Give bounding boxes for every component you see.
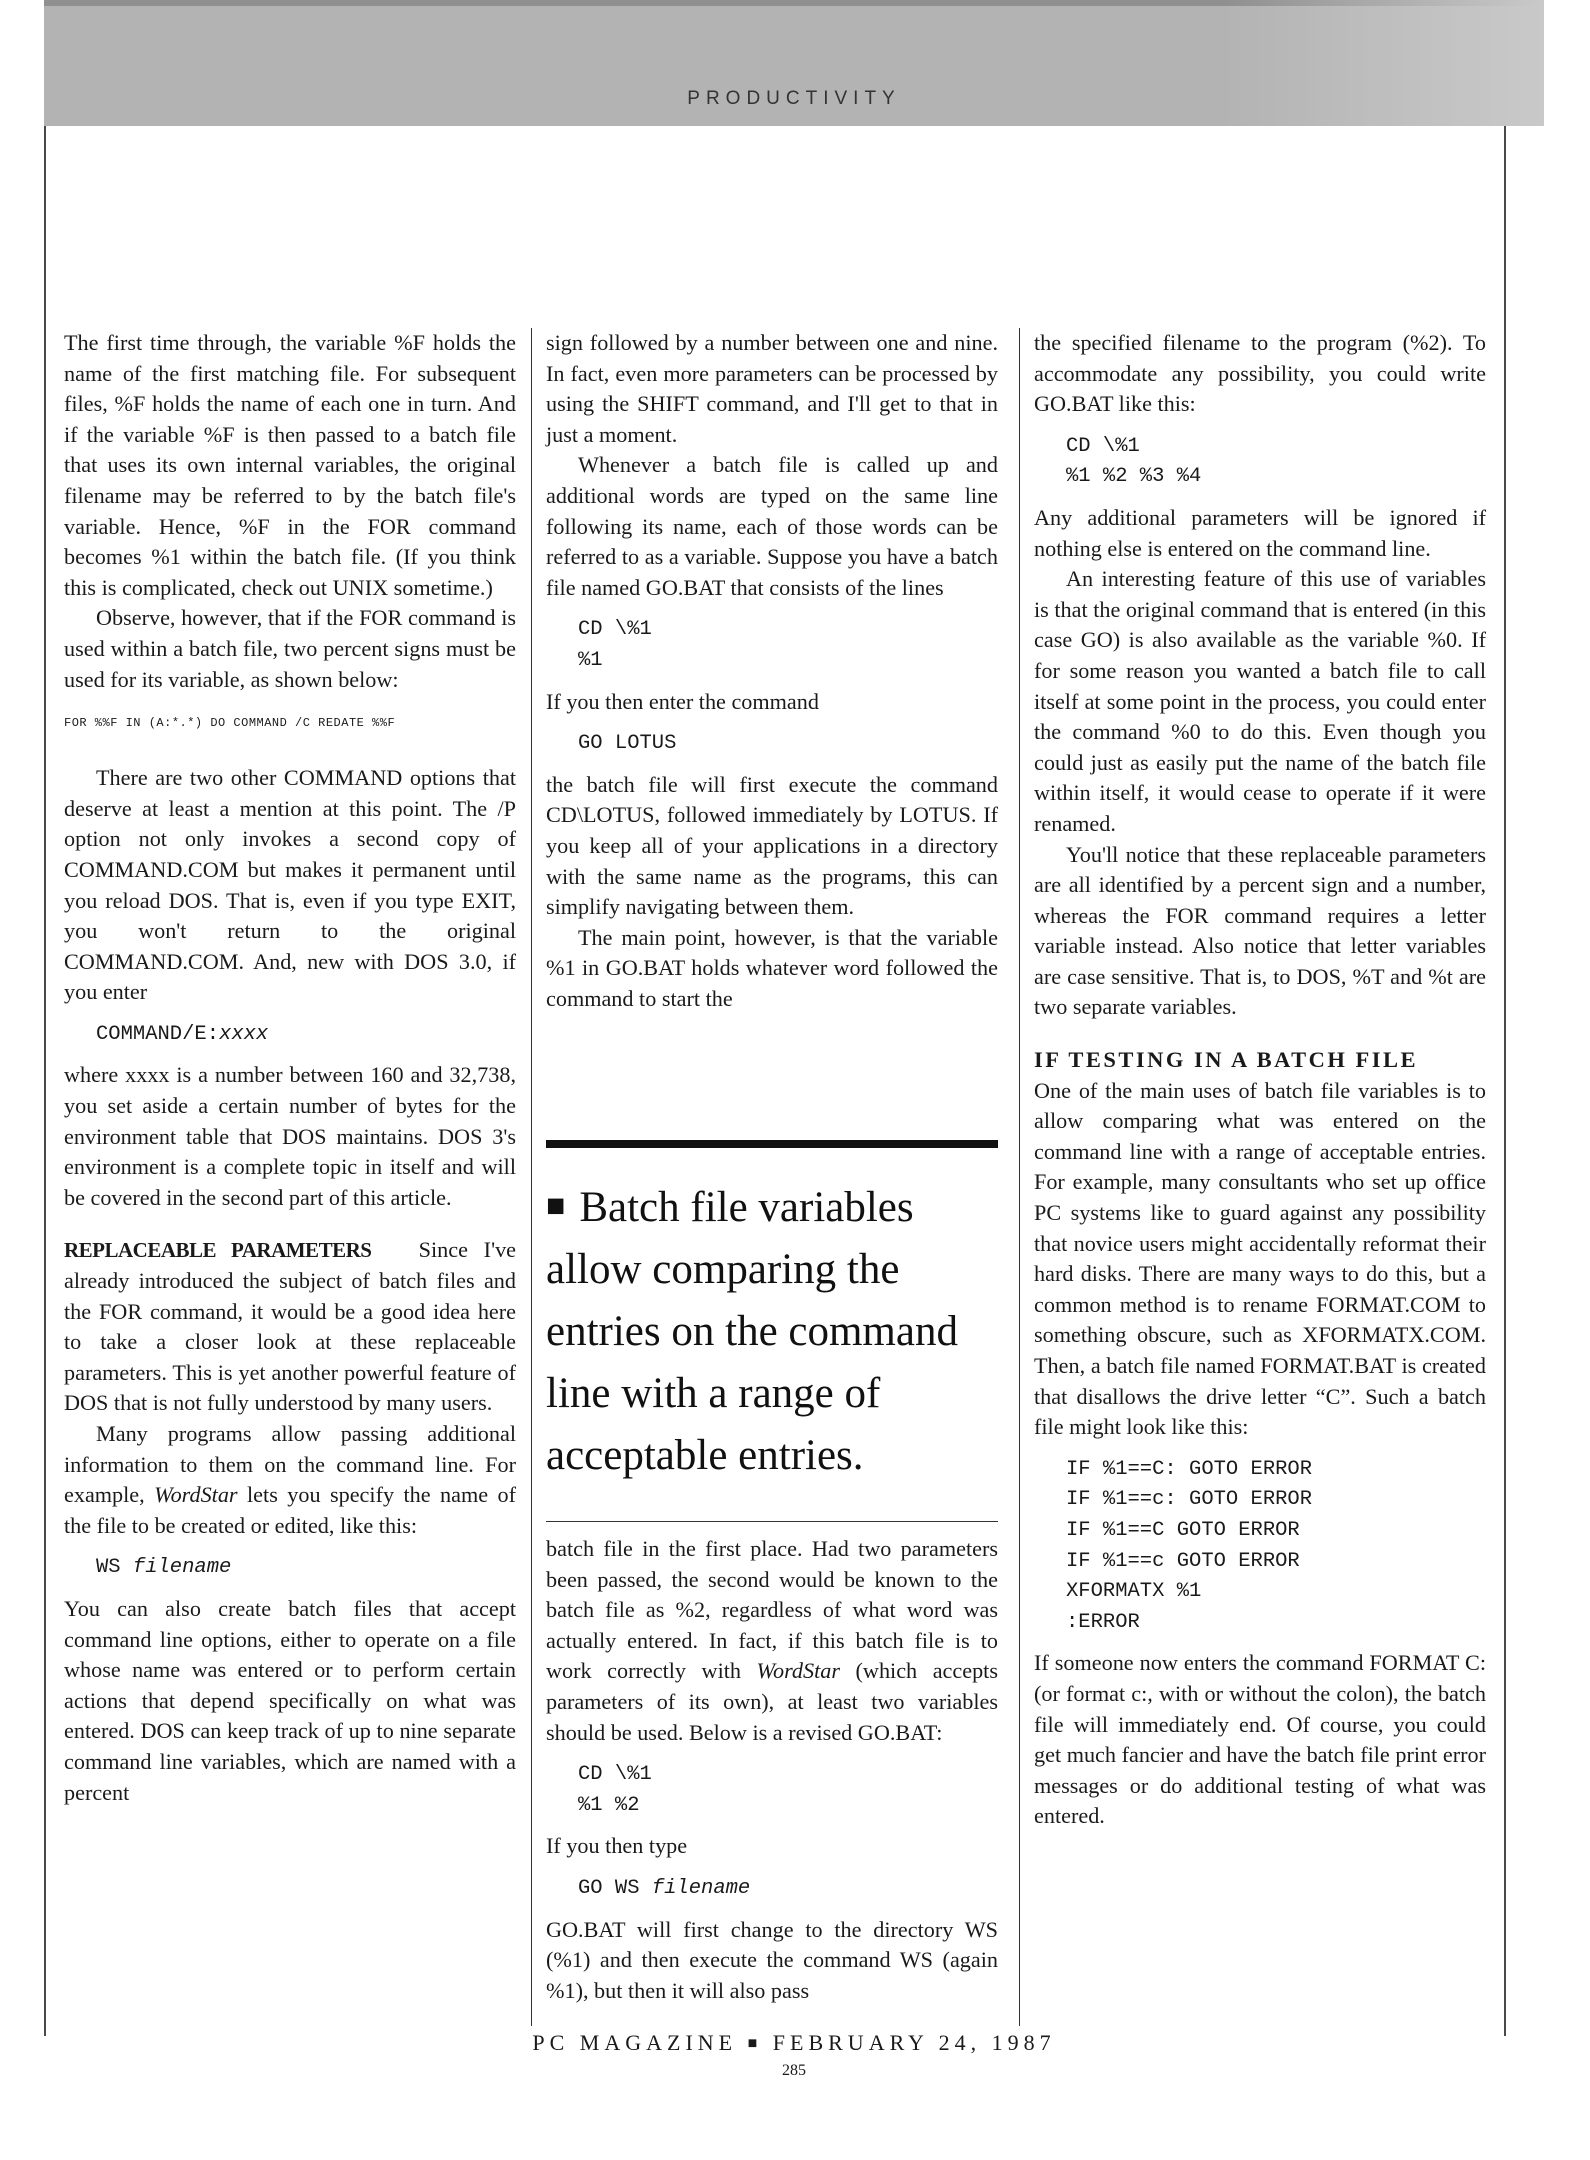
code-text: WS: [96, 1556, 133, 1580]
code-format-bat: IF %1==C: GOTO ERROR IF %1==c: GOTO ERROR IF %1==C GOTO ERROR IF %1==c GOTO ERROR XFORMATX %1 :ERROR: [1066, 1457, 1313, 1634]
paragraph: The first time through, the variable %F holds the name of the first matching file. For subsequent files, %F holds the name of each one in turn. And if the variable %F is then passed to a batch file that uses its own internal variables, the original filename may be referred to by the batch file's variable. Hence, %F in the FOR command becomes %1 within the batch file. (If you think this is complicated, check out UNIX sometime.): [64, 330, 516, 600]
paragraph-text: Since I've already introduced the subject of batch files and the FOR command, it would be a good idea here to take a closer look at these replaceable parameters. This is yet another powerful feature of DOS that is not fully understood by many users.: [64, 1237, 517, 1416]
paragraph: If you then type: [546, 1833, 688, 1859]
footer-bullet: ■: [747, 2035, 763, 2052]
pull-quote-text: [546, 1174, 998, 1487]
paragraph: [64, 1235, 516, 1419]
paragraph: You can also create batch files that accept command line options, either to operate on a file whose name was entered or to perform certain actions that depend specifically on what was entered. DOS can keep track of up to nine separate command line variables, which are named with a percent: [64, 1595, 516, 1805]
paragraph: If you then enter the command: [546, 688, 819, 714]
paragraph: One of the main uses of batch file variables is to allow comparing what was entered on the command line with a range of acceptable entries. For example, many consultants who set up office PC systems like to guard against any possibility that novice users might accidentally reformat their hard disks. There are many ways to do this, but a common method is to rename FORMAT.COM to something obscure, such as XFORMATX.COM. Then, a batch file named FORMAT.BAT is created that disallows the drive letter “C”. Such a batch file might look like this:: [1034, 1077, 1486, 1440]
paragraph: There are two other COMMAND options that deserve at least a mention at this point. The /P option not only invokes a second copy of COMMAND.COM but makes it permanent until you reload DOS. That is, even if you type EXIT, you won't return to the original COMMAND.COM. And, new with DOS 3.0, if you enter: [64, 765, 516, 1005]
code-go-bat-full: CD \%1 %1 %2 %3 %4: [1066, 434, 1202, 489]
pull-quote-body: Batch file variables allow comparing the entries on the command line with a range of acceptable entries.: [546, 1184, 958, 1479]
code-variable: filename: [651, 1876, 751, 1900]
wordstar-title: WordStar: [756, 1658, 840, 1684]
paragraph: If someone now enters the command FORMAT C: (or format c:, with or without the colon), the batch file will immediately end. Of course, you could get much fancier and have the batch file print error messages or do additional testing of what was entered.: [1034, 1650, 1486, 1829]
paragraph: GO.BAT will first change to the directory WS (%1) and then execute the command WS (again %1), but then it will also pass: [546, 1916, 998, 2003]
code-variable: xxxx: [219, 1022, 269, 1046]
paragraph: the specified filename to the program (%2). To accommodate any possibility, you could write GO.BAT like this:: [1034, 330, 1486, 417]
page-footer: [44, 2030, 1544, 2056]
pull-quote-bar: [546, 1140, 998, 1148]
magazine-name: PC MAGAZINE: [532, 2030, 738, 2055]
code-go-lotus: GO LOTUS: [578, 732, 677, 756]
code-ws-filename: [96, 1553, 516, 1584]
paragraph: Observe, however, that if the FOR command is used within a batch file, two percent signs must be used for its variable, as shown below:: [64, 605, 516, 692]
column-2-continued: [546, 1534, 998, 2006]
column-1: [64, 328, 516, 1808]
code-text: COMMAND/E:: [96, 1022, 220, 1046]
section-heading-if-testing: IF TESTING IN A BATCH FILE: [1034, 1047, 1419, 1073]
section-heading-replaceable-parameters: REPLACEABLE PARAMETERS: [64, 1238, 372, 1263]
code-for-command: FOR %%F IN (A:*.*) DO COMMAND /C REDATE %%F: [64, 716, 396, 731]
paragraph: An interesting feature of this use of variables is that the original command that is entered (in this case GO) is also available as the variable %0. If for some reason you wanted a batch file to call itself at some point in the process, you could enter the command %0 to do this. Even though you could just as easily put the name of the batch file within itself, it would cease to operate if it were renamed.: [1034, 566, 1486, 836]
pull-quote: [546, 1140, 998, 1522]
column-2: [546, 328, 998, 1014]
square-bullet-icon: ■: [546, 1187, 566, 1223]
paragraph-text: Many programs allow passing additional information to them on the command line. For example,: [64, 1421, 516, 1508]
paragraph: You'll notice that these replaceable parameters are all identified by a percent sign and a number, whereas the FOR command requires a letter variable instead. Also notice that letter variables are case sensitive. That is, to DOS, %T and %t are two separate variables.: [1034, 841, 1486, 1020]
issue-date: FEBRUARY 24, 1987: [772, 2030, 1056, 2055]
paragraph-text: batch file in the first place. Had two parameters been passed, the second would be known to the batch file as %2, regardless of what word was actually entered. In fact, if this batch file is to work correctly with: [546, 1536, 998, 1684]
frame-right-line: [1504, 126, 1506, 2036]
code-text: GO WS: [578, 1876, 652, 1900]
code-command-e: [96, 1020, 516, 1051]
paragraph: Any additional parameters will be ignored if nothing else is entered on the command line.: [1034, 504, 1486, 561]
paragraph: Whenever a batch file is called up and additional words are typed on the same line following its name, each of those words can be referred to as a variable. Suppose you have a batch file named GO.BAT that consists of the lines: [546, 452, 998, 600]
code-go-ws-filename: [578, 1874, 998, 1905]
paragraph: where xxxx is a number between 160 and 32,738, you set aside a certain number of bytes for the environment table that DOS maintains. DOS 3's environment is a complete topic in itself and will be covered in the second part of this article.: [64, 1062, 516, 1210]
paragraph-text: lets you specify the name of the file to be created or edited, like this:: [64, 1482, 516, 1538]
wordstar-title: WordStar: [154, 1482, 238, 1508]
column-separator: [531, 328, 532, 2026]
paragraph: the batch file will first execute the command CD\LOTUS, followed immediately by LOTUS. If you keep all of your applications in a directory with the same name as the programs, this can simplify navigating between them.: [546, 771, 998, 920]
paragraph: [64, 1419, 516, 1541]
column-separator: [1019, 328, 1020, 2026]
section-label: PRODUCTIVITY: [687, 88, 901, 109]
pull-quote-rule: [546, 1521, 998, 1522]
code-variable: filename: [132, 1556, 232, 1580]
code-revised-go-bat: CD \%1 %1 %2: [578, 1763, 652, 1817]
page-number: 285: [782, 2062, 806, 2079]
paragraph: sign followed by a number between one and nine. In fact, even more parameters can be processed by using the SHIFT command, and I'll get to that in just a moment.: [546, 330, 998, 447]
paragraph-text: (which accepts parameters of its own), at least two variables should be used. Below is a revised GO.BAT:: [546, 1658, 998, 1745]
frame-left-line: [44, 126, 46, 2036]
column-3: [1034, 328, 1486, 1832]
code-go-bat: CD \%1 %1: [578, 618, 652, 672]
paragraph: [546, 1534, 998, 1748]
paragraph: The main point, however, is that the variable %1 in GO.BAT holds whatever word followed the command to start the: [546, 924, 998, 1011]
